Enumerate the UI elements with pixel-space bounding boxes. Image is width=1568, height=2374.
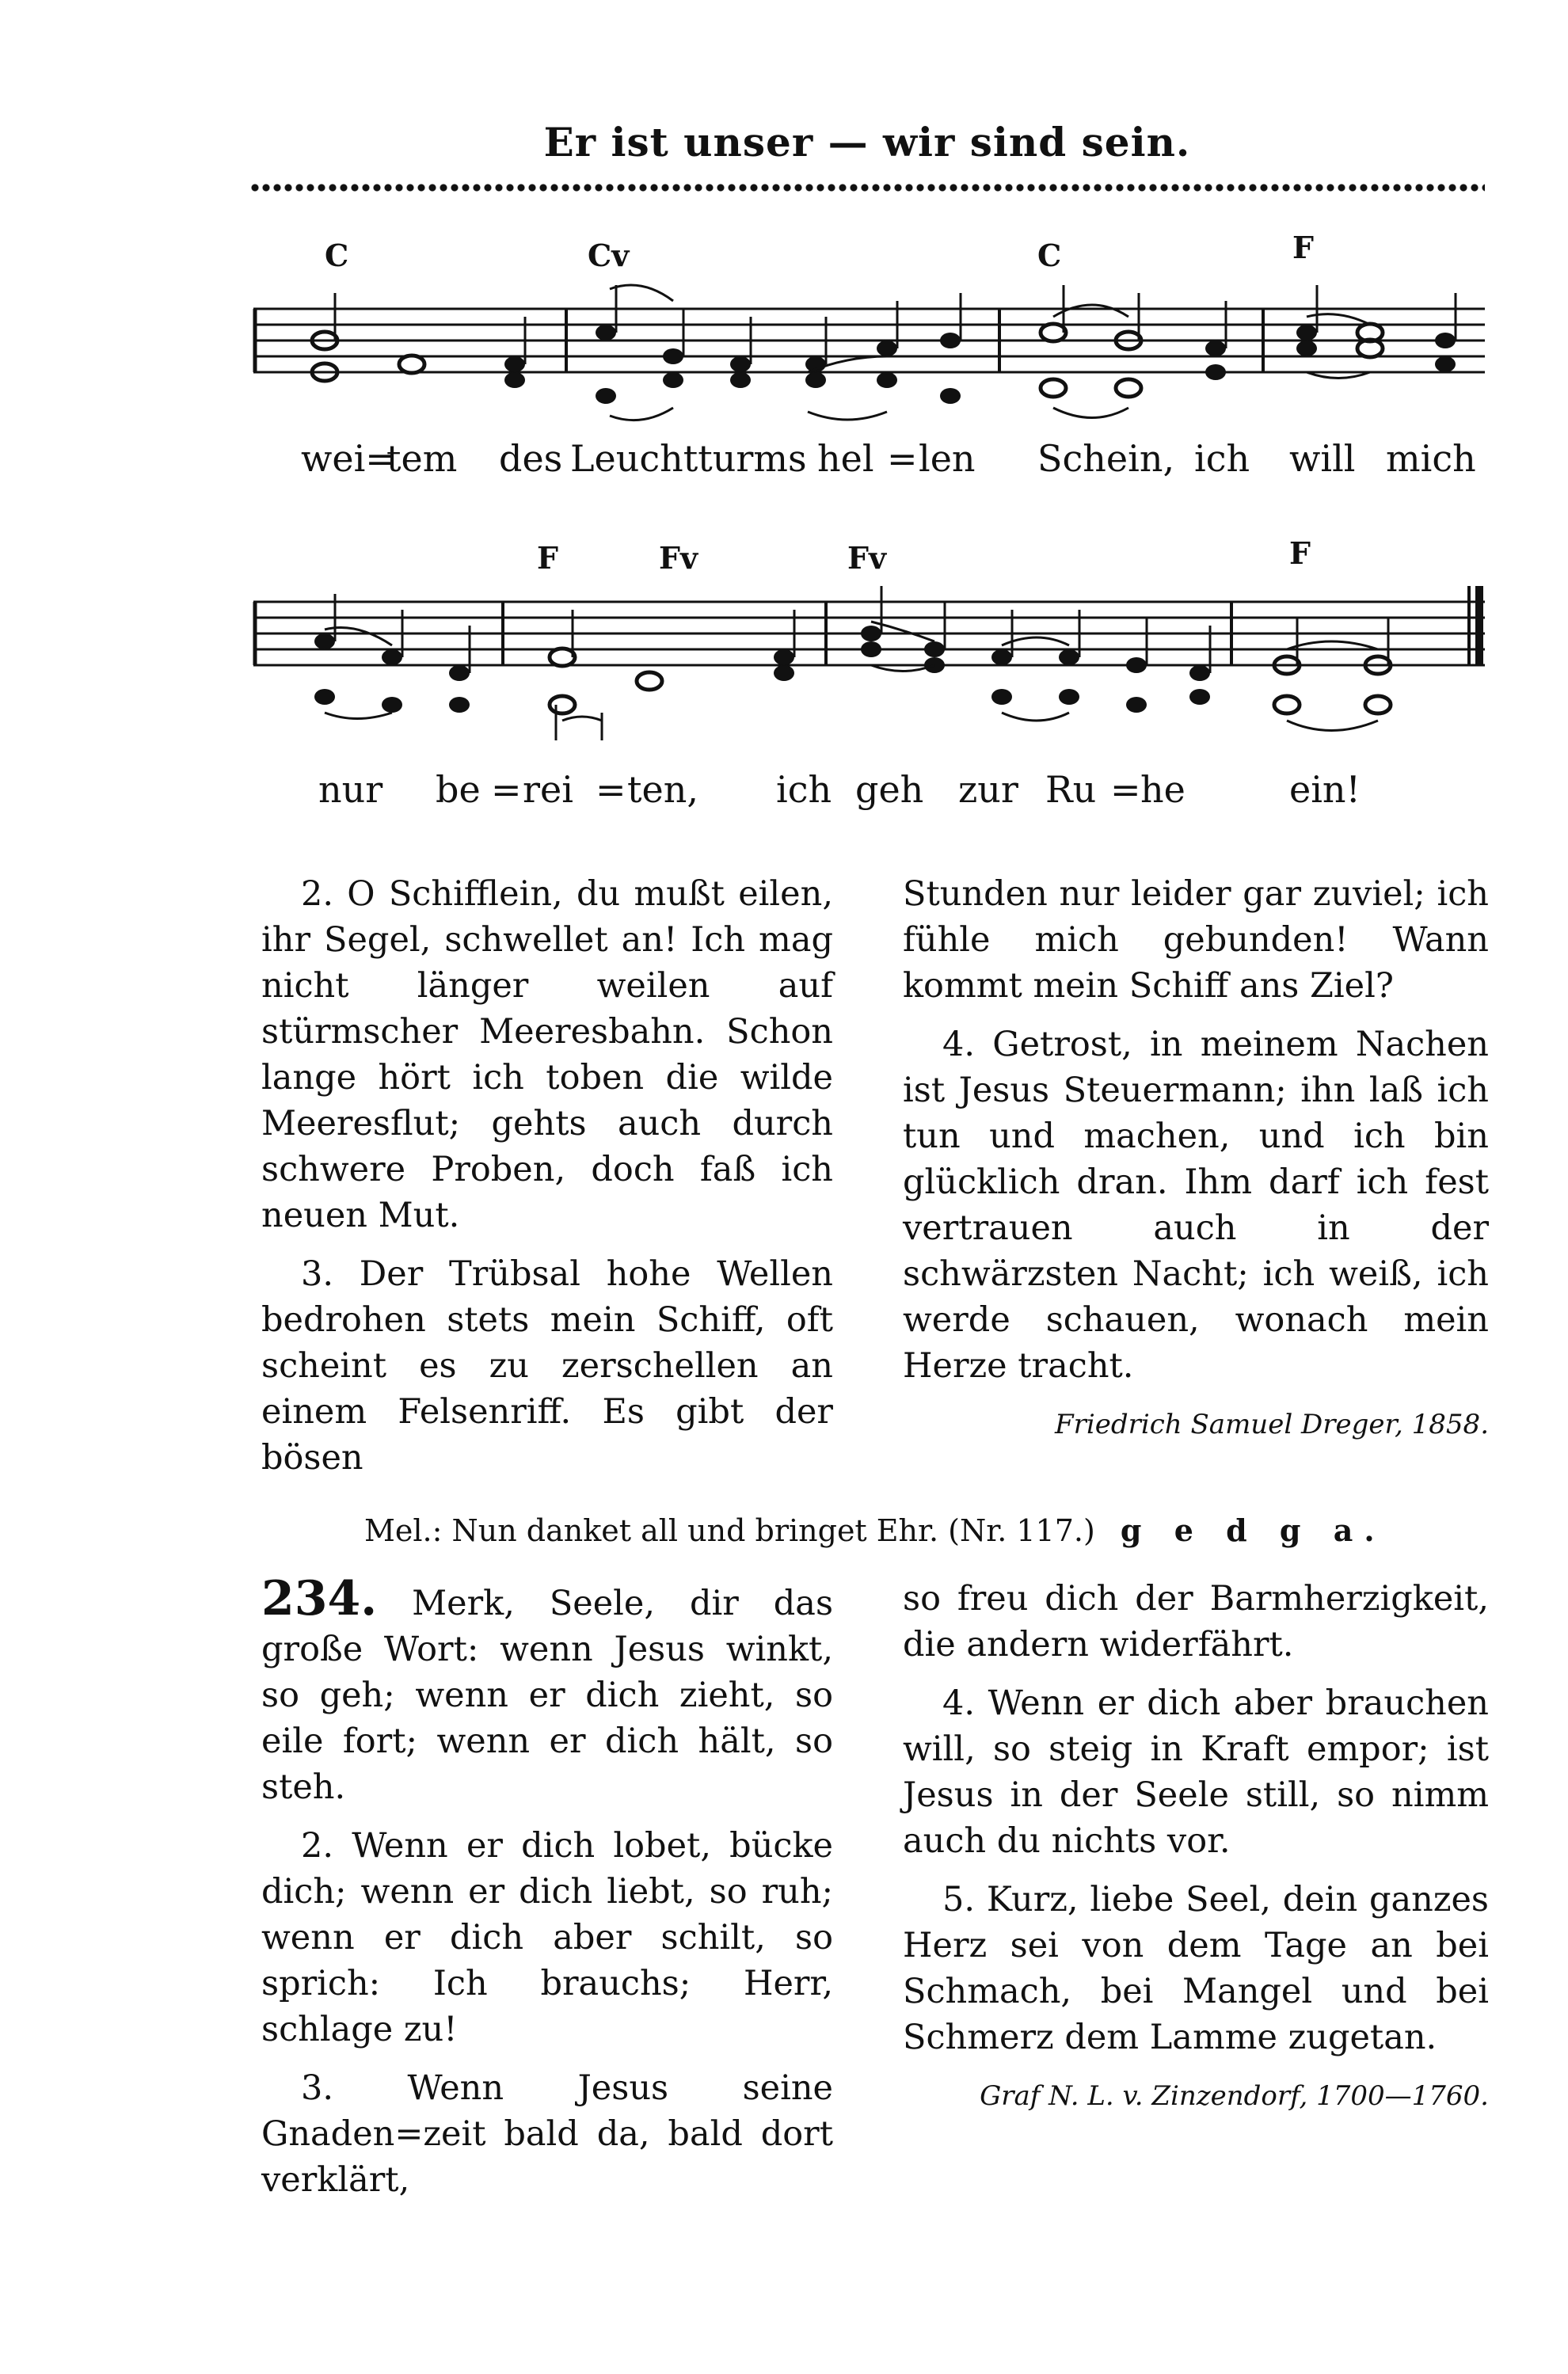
verse: 4. Wenn er dich aber brauchen will, so steig in Kraft empor; ist Jesus in der Seele still, so nimm auch du nichts vor. [903, 1683, 1489, 1861]
lyric-syllable: Ru [1045, 768, 1097, 811]
lyric-syllable: ich [1194, 437, 1250, 480]
lyric-syllable: tem [386, 437, 458, 480]
lyric-syllable: des [499, 437, 563, 480]
music-staff-2 [253, 586, 1485, 705]
chord-label: Fv [659, 540, 698, 576]
chord-label: Cv [588, 238, 630, 273]
lyric-syllable: zur [958, 768, 1018, 811]
lyric-syllable: wei= [301, 437, 396, 480]
lyric-syllable: Leuchtturms [570, 437, 807, 480]
music-staff-1 [253, 293, 1485, 412]
staff-notation [253, 586, 1485, 744]
lyric-syllable: geh [855, 768, 924, 811]
lyric-syllable: = [1110, 768, 1141, 811]
lyric-syllable: = [596, 768, 626, 811]
lyric-syllable: = [887, 437, 918, 480]
verse: so freu dich der Barmherzigkeit, die andern widerfährt. [903, 1579, 1489, 1664]
author-attribution: Graf N. L. v. Zinzendorf, 1700—1760. [980, 2080, 1489, 2112]
dotted-rule [249, 182, 1485, 193]
verses-left-column [261, 871, 833, 1493]
chord-label: F [537, 540, 558, 576]
lyric-syllable: len [919, 437, 976, 480]
verse: 4. Getrost, in meinem Nachen ist Jesus Steuermann; ihn laß ich tun und machen, und ich bin glücklich dran. Ihm darf ich fest vertrauen auch in der schwärzsten Nacht; ich weiß, ich werde schauen, wonach mein Herze tracht. [903, 1025, 1489, 1386]
chord-label: F [1289, 535, 1311, 571]
chord-label: C [1037, 238, 1062, 273]
lyric-syllable: will [1289, 437, 1356, 480]
verse: Merk, Seele, dir das große Wort: wenn Jesus winkt, so geh; wenn er dich zieht, so eile fort; wenn er dich hält, so steh. [261, 1584, 834, 1807]
chord-label: C [325, 238, 349, 273]
verse: 2. O Schifflein, du mußt eilen, ihr Segel, schwellet an! Ich mag nicht länger weilen auf stürmscher Meeresbahn. Schon lange hört ich toben die wilde Meeresflut; gehts auch durch schwere Proben, doch faß ich neuen Mut. [261, 874, 833, 1235]
lyric-syllable: mich [1386, 437, 1476, 480]
author-attribution: Friedrich Samuel Dreger, 1858. [1055, 1409, 1489, 1440]
lyric-syllable: rei [523, 768, 573, 811]
lyric-syllable: nur [318, 768, 383, 811]
lyrics-line-1 [285, 437, 1489, 485]
chord-label: F [1292, 230, 1314, 265]
chord-label: Fv [847, 540, 887, 576]
hymn-234-right-column [903, 1576, 1489, 2119]
melody-text: Mel.: Nun danket all und bringet Ehr. (Nr. 117.) [364, 1513, 1095, 1548]
lyric-syllable: ein! [1289, 768, 1361, 811]
verse: Stunden nur leider gar zuviel; ich fühle mich gebunden! Wann kommt mein Schiff ans Ziel? [903, 874, 1489, 1006]
lyric-syllable: be [436, 768, 481, 811]
verse: 5. Kurz, liebe Seel, dein ganzes Herz sei von dem Tage an bei Schmach, bei Mangel und bei Schmerz dem Lamme zugetan. [903, 1880, 1489, 2057]
verse: 3. Wenn Jesus seine Gnaden=zeit bald da, bald dort verklärt, [261, 2068, 833, 2200]
melody-notes: g e d g a. [1120, 1512, 1386, 1548]
lyric-syllable: ten, [627, 768, 698, 811]
lyric-syllable: hel [817, 437, 874, 480]
lyric-syllable: Schein, [1037, 437, 1175, 480]
verse: 3. Der Trübsal hohe Wellen bedrohen stets mein Schiff, oft scheint es zu zerschellen an einem Felsenriff. Es gibt der bösen [261, 1254, 833, 1478]
lyric-syllable: he [1140, 768, 1186, 811]
verses-right-column [903, 871, 1489, 1448]
hymn-number: 234. [261, 1571, 378, 1626]
staff-notation [253, 293, 1485, 436]
verse: 2. Wenn er dich lobet, bücke dich; wenn er dich liebt, so ruh; wenn er dich aber schilt, so sprich: Ich brauchs; Herr, schlage zu! [261, 1826, 833, 2049]
lyric-syllable: = [491, 768, 522, 811]
melody-reference [364, 1512, 1473, 1548]
page-title: Er ist unser — wir sind sein. [543, 119, 1191, 165]
hymn-234-left-column [261, 1571, 834, 2216]
lyrics-line-2 [285, 768, 1489, 816]
lyric-syllable: ich [776, 768, 832, 811]
